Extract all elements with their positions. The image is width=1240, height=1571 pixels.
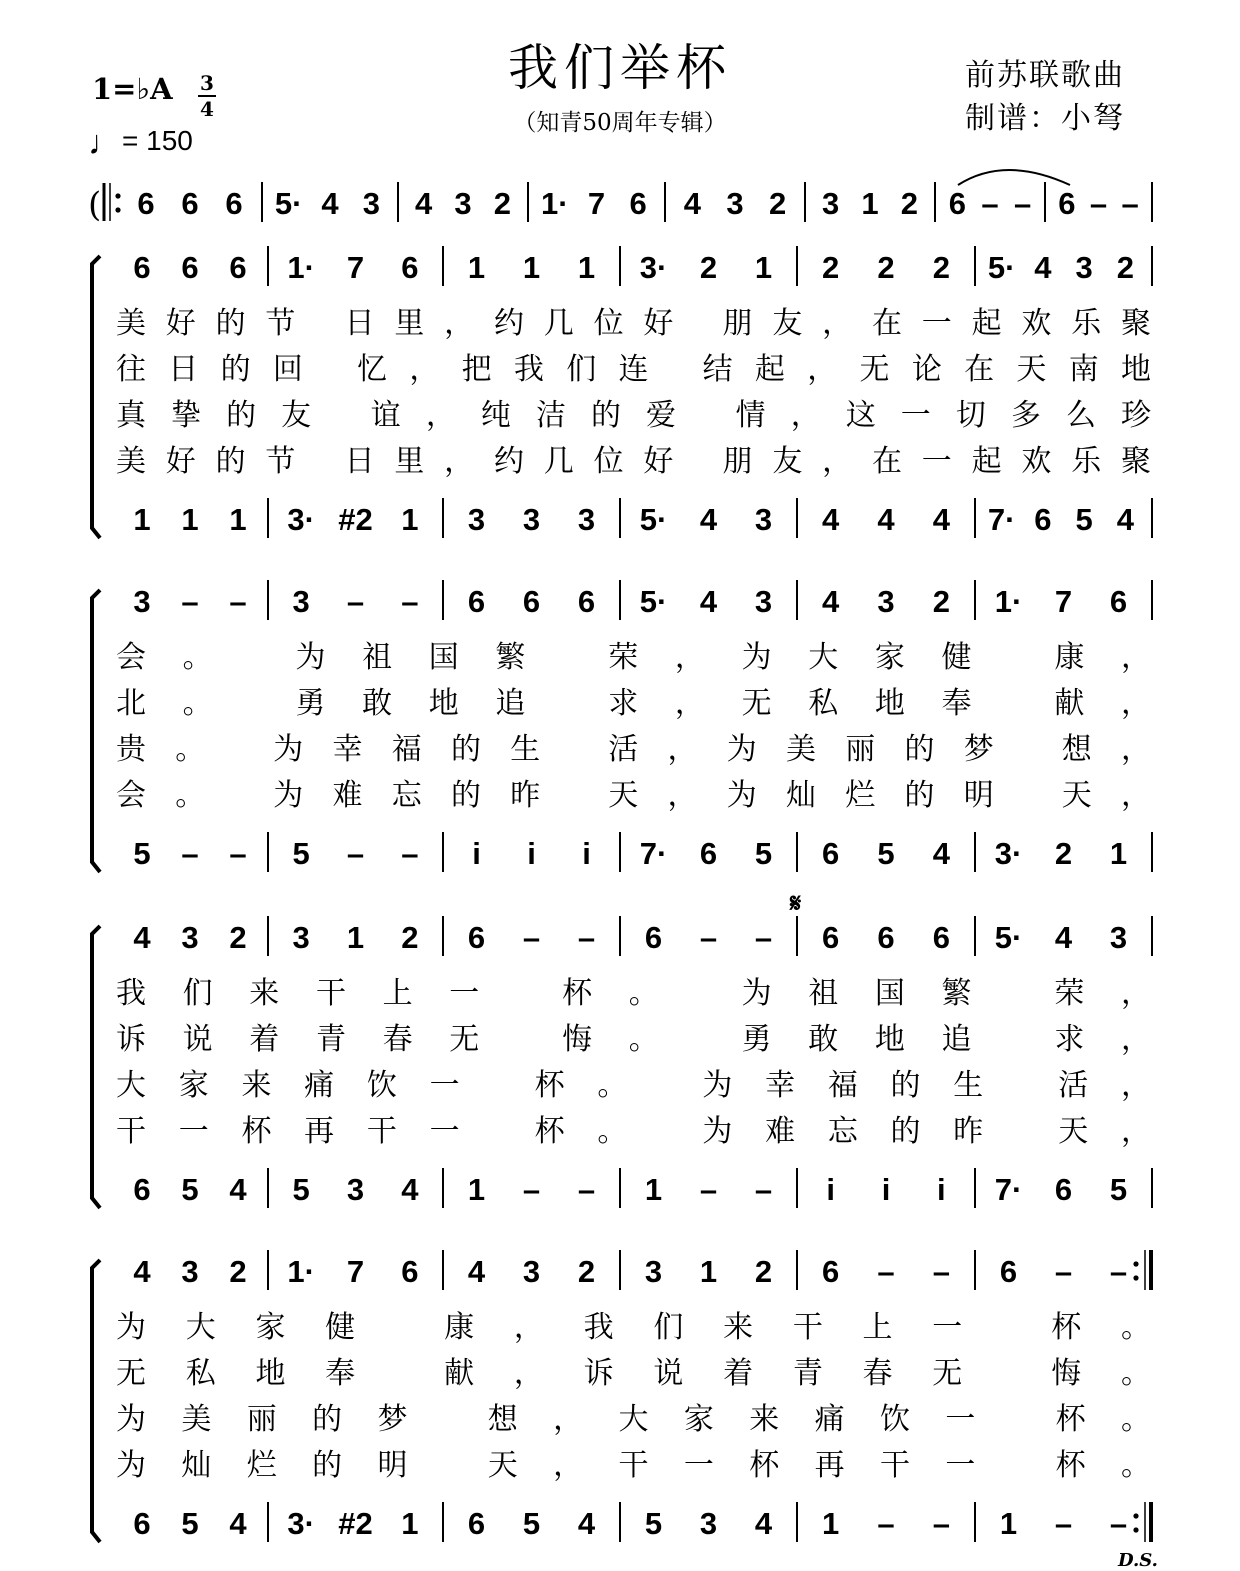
system-1-harmony-note: 1 (229, 502, 247, 537)
system-2-harmony-note: i (582, 836, 591, 871)
system-2-harmony-note: 5 (292, 836, 310, 871)
system-4-harmony-note: 1 (822, 1506, 840, 1541)
system-3-melody-note: 6 (877, 920, 895, 955)
system-4-harmony-note: – (1109, 1506, 1128, 1541)
system-brace (92, 256, 100, 538)
intro-note: 2 (900, 186, 918, 221)
system-1-melody-note: 2 (932, 250, 950, 285)
system-4-melody-note: 2 (577, 1254, 596, 1289)
intro-paren: ( (88, 185, 102, 225)
system-3-melody-note: 2 (229, 920, 247, 955)
key-signature: 1=♭A (92, 72, 173, 106)
system-4-melody-note: 6 (999, 1254, 1018, 1289)
system-1-melody-note: 1 (522, 250, 541, 285)
system-4-melody-note: 7 (346, 1254, 365, 1289)
system-4-melody-note: – (877, 1254, 895, 1289)
system-4-harmony-note: 4 (754, 1506, 773, 1541)
tie-arc (958, 170, 1070, 185)
intro-note: 3 (362, 186, 380, 221)
system-2-melody-note: 6 (577, 584, 596, 619)
system-3-harmony-note: 6 (133, 1172, 151, 1207)
system-4-harmony-note: 5 (522, 1506, 541, 1541)
intro-note: 3 (454, 186, 472, 221)
system-1-melody-note: 2 (1116, 250, 1134, 285)
system-4-melody-note: 6 (401, 1254, 419, 1289)
system-2-harmony-note: – (346, 836, 365, 871)
repeat-dot (115, 207, 120, 212)
intro-note: 2 (769, 186, 787, 221)
system-3-harmony-note: 6 (1054, 1172, 1073, 1207)
system-3-harmony-note: i (826, 1172, 835, 1207)
system-1-melody-note: 2 (877, 250, 895, 285)
system-4-lyric-line: 为美丽的梦 想，大家来痛饮一 杯。 (116, 1402, 1151, 1437)
system-4-melody-note: 3 (181, 1254, 199, 1289)
system-4-harmony-note: 4 (577, 1506, 596, 1541)
intro-note: 6 (948, 186, 966, 221)
system-1-melody-note: 6 (229, 250, 247, 285)
repeat-dot (1133, 1261, 1138, 1266)
system-2-harmony-note: 6 (822, 836, 840, 871)
system-3-harmony-note: i (937, 1172, 946, 1207)
system-3-melody-note: 6 (644, 920, 663, 955)
system-4-melody-note: 2 (754, 1254, 773, 1289)
system-4-melody-note: 1· (287, 1254, 315, 1289)
system-4-melody-note: 2 (229, 1254, 247, 1289)
system-1-harmony-note: 4 (1116, 502, 1134, 537)
system-1-melody-note: 6 (133, 250, 151, 285)
system-2-harmony-note: 6 (699, 836, 718, 871)
system-1-melody-note: 1 (754, 250, 773, 285)
system-1-lyric-line: 往日的回 忆，把我们连 结起，无论在天南地 (116, 352, 1152, 387)
system-4-lyric-line: 为大家健 康，我们来干上一 杯。 (116, 1310, 1151, 1345)
system-3-melody-note: 2 (401, 920, 419, 955)
system-3-lyric-line: 大家来痛饮一 杯。 为幸福的生 活， (116, 1068, 1151, 1103)
system-1-harmony-note: #2 (338, 502, 373, 537)
dal-segno-mark: D.S. (1118, 1550, 1158, 1571)
system-1-melody-note: 6 (401, 250, 419, 285)
song-title: 我们举杯 (508, 39, 732, 97)
system-1-melody-note: 1· (287, 250, 315, 285)
repeat-dot (1133, 1275, 1138, 1280)
system-3-melody-note: 4 (133, 920, 151, 955)
system-1-harmony-note: 6 (1034, 502, 1052, 537)
intro-note: 7 (587, 186, 606, 221)
system-3-harmony-note: – (522, 1172, 541, 1207)
intro-note: 2 (493, 186, 511, 221)
intro-note: 1 (861, 186, 879, 221)
system-1-melody-note: 5· (987, 250, 1016, 285)
system-1-harmony-note: 5· (639, 502, 668, 537)
arranger-credit: 制谱：小弩 (965, 101, 1125, 136)
system-3-harmony-note: 4 (401, 1172, 419, 1207)
system-3-melody-note: – (577, 920, 596, 955)
system-2-harmony-note: 5 (877, 836, 895, 871)
intro-note: 6 (137, 186, 155, 221)
system-1-harmony-note: 4 (822, 502, 840, 537)
system-1-harmony-note: 3 (522, 502, 541, 537)
system-4-harmony-note: 1 (401, 1506, 419, 1541)
system-1-melody-note: 2 (822, 250, 840, 285)
system-1-melody-note: 7 (346, 250, 365, 285)
system-3-lyric-line: 我们来干上一 杯。 为祖国繁 荣， (116, 976, 1151, 1011)
system-4-melody-note: – (1109, 1254, 1128, 1289)
system-2-melody-note: – (181, 584, 199, 619)
system-1-melody-note: 6 (181, 250, 199, 285)
intro-note: 6 (181, 186, 199, 221)
system-1-harmony-note: 1 (181, 502, 199, 537)
system-4-harmony-note: – (932, 1506, 950, 1541)
system-4-harmony-note: 3 (699, 1506, 718, 1541)
intro-note: 3 (726, 186, 744, 221)
system-4-harmony-note: 6 (133, 1506, 151, 1541)
repeat-dot (115, 193, 120, 198)
system-4-melody-note: – (1054, 1254, 1073, 1289)
time-signature-lower: 4 (200, 97, 214, 121)
system-2-lyric-line: 会。 为祖国繁 荣，为大家健 康， (116, 640, 1151, 675)
system-1-harmony-note: 3· (287, 502, 315, 537)
system-3-harmony-note: 5 (181, 1172, 199, 1207)
system-2-harmony-note: 1 (1109, 836, 1128, 871)
system-2-harmony-note: i (527, 836, 536, 871)
intro-note: 5· (274, 186, 303, 221)
system-2-melody-note: 7 (1054, 584, 1073, 619)
intro-note: – (1014, 186, 1032, 221)
system-2-harmony-note: – (181, 836, 199, 871)
system-brace (92, 926, 100, 1208)
system-3-harmony-note: 5 (1109, 1172, 1128, 1207)
system-3-melody-note: 5· (994, 920, 1023, 955)
system-2-melody-note: 3 (754, 584, 773, 619)
intro-note: 1· (541, 186, 569, 221)
repeat-dot (1133, 1527, 1138, 1532)
system-4-harmony-note: 6 (467, 1506, 486, 1541)
quarter-note-icon: ♩ (88, 124, 122, 162)
system-3-harmony-note: – (699, 1172, 718, 1207)
song-subtitle: （知青50周年专辑） (513, 110, 727, 136)
system-2-melody-note: – (229, 584, 247, 619)
system-2-melody-note: 3 (292, 584, 310, 619)
system-2-lyric-line: 会。 为难忘的昨 天，为灿烂的明 天， (116, 778, 1151, 813)
system-2-harmony-note: 4 (932, 836, 950, 871)
system-1-harmony-note: 3 (754, 502, 773, 537)
system-2-melody-note: 6 (467, 584, 486, 619)
system-2-harmony-note: 3· (994, 836, 1023, 871)
system-4-melody-note: 6 (822, 1254, 840, 1289)
system-2-harmony-note: 2 (1054, 836, 1073, 871)
intro-note: – (1121, 186, 1139, 221)
system-2-lyric-line: 北。 勇敢地追 求，无私地奉 献， (116, 686, 1151, 721)
system-3-melody-note: 4 (1054, 920, 1073, 955)
system-3-harmony-note: 7· (994, 1172, 1023, 1207)
system-2-harmony-note: – (229, 836, 247, 871)
system-1-melody-note: 2 (699, 250, 718, 285)
system-3-melody-note: – (754, 920, 773, 955)
intro-note: 4 (415, 186, 433, 221)
segno-sign: 𝄋 (790, 889, 802, 919)
system-3-melody-note: 3 (292, 920, 310, 955)
intro-note: 6 (225, 186, 243, 221)
system-4-harmony-note: – (1054, 1506, 1073, 1541)
system-2-melody-note: 2 (932, 584, 950, 619)
system-1-lyric-line: 美好的节 日里，约几位好 朋友，在一起欢乐聚 (116, 306, 1151, 341)
system-1-melody-note: 1 (467, 250, 486, 285)
system-brace (92, 590, 100, 872)
system-1-harmony-note: 5 (1075, 502, 1093, 537)
system-2-melody-note: – (346, 584, 365, 619)
system-2-lyric-line: 贵。 为幸福的生 活，为美丽的梦 想， (116, 732, 1151, 767)
system-2-melody-note: 3 (133, 584, 151, 619)
system-3-harmony-note: 1 (467, 1172, 486, 1207)
system-3-harmony-note: – (577, 1172, 596, 1207)
system-4-harmony-note: 5 (644, 1506, 663, 1541)
system-3-harmony-note: 4 (229, 1172, 247, 1207)
system-1-harmony-note: 4 (699, 502, 718, 537)
system-4-melody-note: 3 (522, 1254, 541, 1289)
intro-note: 4 (321, 186, 339, 221)
system-3-harmony-note: 5 (292, 1172, 310, 1207)
system-4-harmony-note: 5 (181, 1506, 199, 1541)
system-2-melody-note: 4 (822, 584, 840, 619)
intro-note: 4 (683, 186, 701, 221)
system-4-harmony-note: – (877, 1506, 895, 1541)
system-2-harmony-note: i (472, 836, 481, 871)
system-4-melody-note: 1 (699, 1254, 718, 1289)
system-2-melody-note: 6 (522, 584, 541, 619)
intro-note: 6 (1058, 186, 1076, 221)
system-4-melody-note: 3 (644, 1254, 663, 1289)
system-2-melody-note: 1· (994, 584, 1023, 619)
system-1-harmony-note: 7· (987, 502, 1016, 537)
system-4-harmony-note: #2 (338, 1506, 373, 1541)
intro-note: – (1089, 186, 1108, 221)
system-2-harmony-note: 5 (754, 836, 773, 871)
system-4-melody-note: 4 (133, 1254, 151, 1289)
intro-note: 3 (822, 186, 840, 221)
system-3-lyric-line: 诉说着青春无 悔。 勇敢地追 求， (116, 1022, 1151, 1057)
system-2-melody-note: 6 (1109, 584, 1128, 619)
time-signature-upper: 3 (200, 71, 214, 95)
system-1-harmony-note: 1 (401, 502, 419, 537)
system-1-lyric-line: 真挚的友 谊，纯洁的爱 情，这一切多么珍 (116, 398, 1151, 433)
system-3-melody-note: – (522, 920, 541, 955)
system-3-harmony-note: 1 (644, 1172, 663, 1207)
system-4-melody-note: – (932, 1254, 950, 1289)
system-1-harmony-note: 3 (467, 502, 486, 537)
system-2-melody-note: – (401, 584, 419, 619)
system-2-melody-note: 5· (639, 584, 668, 619)
system-3-melody-note: 6 (467, 920, 486, 955)
system-1-melody-note: 4 (1034, 250, 1052, 285)
system-4-melody-note: 4 (467, 1254, 486, 1289)
intro-note: – (981, 186, 999, 221)
repeat-dot (1133, 1513, 1138, 1518)
system-2-harmony-note: – (401, 836, 419, 871)
system-3-melody-note: – (699, 920, 718, 955)
system-1-harmony-note: 3 (577, 502, 596, 537)
system-1-harmony-note: 1 (133, 502, 151, 537)
system-4-lyric-line: 为灿烂的明 天，干一杯再干一 杯。 (116, 1448, 1151, 1483)
system-3-lyric-line: 干一杯再干一 杯。 为难忘的昨 天， (116, 1114, 1151, 1149)
system-4-harmony-note: 1 (999, 1506, 1018, 1541)
system-4-harmony-note: 3· (287, 1506, 315, 1541)
intro-note: 6 (629, 186, 647, 221)
tempo-value: = 150 (122, 125, 193, 156)
system-brace (92, 1260, 100, 1542)
system-2-melody-note: 4 (699, 584, 718, 619)
system-3-harmony-note: i (881, 1172, 891, 1207)
system-1-lyric-line: 美好的节 日里，约几位好 朋友，在一起欢乐聚 (116, 444, 1151, 479)
system-1-melody-note: 3 (1075, 250, 1093, 285)
system-3-melody-note: 6 (932, 920, 950, 955)
system-3-melody-note: 3 (181, 920, 199, 955)
system-2-melody-note: 3 (877, 584, 895, 619)
composer-credit: 前苏联歌曲 (965, 58, 1125, 93)
system-4-harmony-note: 4 (229, 1506, 247, 1541)
system-3-harmony-note: – (754, 1172, 773, 1207)
system-3-harmony-note: 3 (346, 1172, 365, 1207)
system-1-melody-note: 3· (639, 250, 668, 285)
system-3-melody-note: 6 (822, 920, 840, 955)
system-2-harmony-note: 5 (133, 836, 151, 871)
system-3-melody-note: 3 (1109, 920, 1128, 955)
system-3-melody-note: 1 (346, 920, 365, 955)
system-2-harmony-note: 7· (639, 836, 668, 871)
system-4-lyric-line: 无私地奉 献，诉说着青春无 悔。 (116, 1356, 1151, 1391)
system-1-harmony-note: 4 (932, 502, 950, 537)
system-1-harmony-note: 4 (877, 502, 895, 537)
system-1-melody-note: 1 (577, 250, 596, 285)
